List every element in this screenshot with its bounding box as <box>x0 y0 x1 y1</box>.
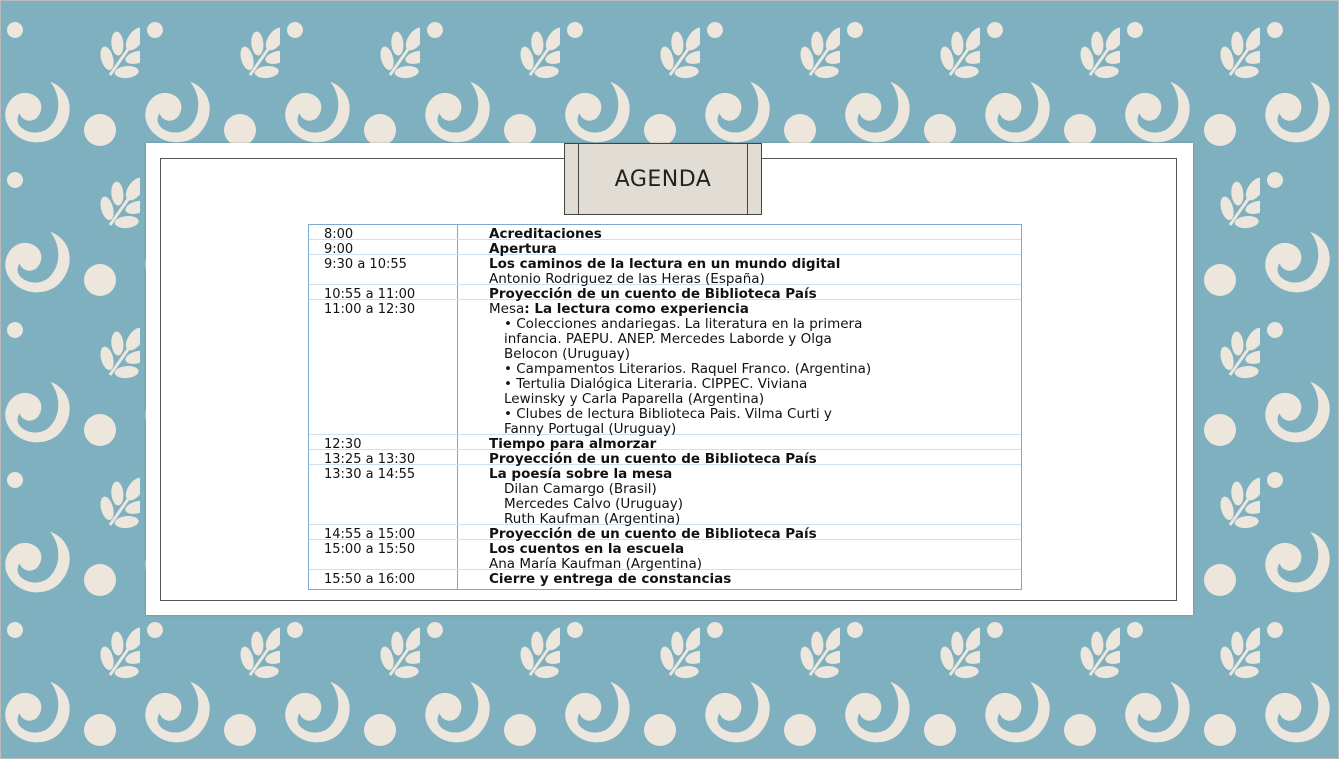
agenda-time: 15:00 a 15:50 <box>324 542 416 557</box>
agenda-item-detail: Ana María Kaufman (Argentina) <box>489 556 702 572</box>
agenda-item-title: Los caminos de la lectura en un mundo digital <box>489 256 841 272</box>
agenda-item-title: Los cuentos en la escuela <box>489 541 685 557</box>
agenda-bullet-line: Belocon (Uruguay) <box>504 346 631 362</box>
agenda-item-title: Proyección de un cuento de Biblioteca País <box>489 286 817 302</box>
agenda-table <box>308 224 1022 590</box>
agenda-item <box>489 302 1009 437</box>
agenda-time: 10:55 a 11:00 <box>324 287 416 302</box>
agenda-bullet-line: Fanny Portugal (Uruguay) <box>504 421 677 437</box>
agenda-item-title: La poesía sobre la mesa <box>489 466 673 482</box>
agenda-row <box>309 255 1021 285</box>
agenda-row <box>309 285 1021 300</box>
agenda-bullet-line: • Tertulia Dialógica Literaria. CIPPEC. Viviana <box>504 376 808 392</box>
agenda-bullet-line: • Colecciones andariegas. La literatura en la primera <box>504 316 863 332</box>
agenda-time: 9:30 a 10:55 <box>324 257 407 272</box>
agenda-time: 13:30 a 14:55 <box>324 467 416 482</box>
agenda-row <box>309 465 1021 525</box>
agenda-time: 9:00 <box>324 242 354 257</box>
agenda-row <box>309 300 1021 435</box>
agenda-time: 8:00 <box>324 227 354 242</box>
agenda-speaker: Mercedes Calvo (Uruguay) <box>504 496 684 512</box>
agenda-item-detail: Antonio Rodriguez de las Heras (España) <box>489 271 765 287</box>
agenda-row <box>309 540 1021 570</box>
agenda-item <box>489 257 1009 287</box>
title-box[interactable] <box>564 143 762 215</box>
agenda-item-title: Acreditaciones <box>489 226 602 242</box>
agenda-item-title: Mesa: La lectura como experiencia <box>489 301 749 317</box>
agenda-row <box>309 570 1021 585</box>
agenda-speaker: Dilan Camargo (Brasil) <box>504 481 657 497</box>
agenda-item-title: Tiempo para almorzar <box>489 436 657 452</box>
agenda-row <box>309 240 1021 255</box>
agenda-bullet-line: infancia. PAEPU. ANEP. Mercedes Laborde y Olga <box>504 331 832 347</box>
agenda-bullet-line: • Clubes de lectura Biblioteca Pais. Vilma Curti y <box>504 406 832 422</box>
agenda-row <box>309 525 1021 540</box>
agenda-bullet-line: • Campamentos Literarios. Raquel Franco. (Argentina) <box>504 361 872 377</box>
agenda-item-title: Proyección de un cuento de Biblioteca País <box>489 451 817 467</box>
agenda-item-prefix: Mesa <box>489 301 525 317</box>
agenda-speaker: Ruth Kaufman (Argentina) <box>504 511 681 527</box>
agenda-time: 11:00 a 12:30 <box>324 302 416 317</box>
agenda-item <box>489 542 1009 572</box>
agenda-item-title: Proyección de un cuento de Biblioteca País <box>489 526 817 542</box>
agenda-time: 15:50 a 16:00 <box>324 572 416 587</box>
agenda-item <box>489 572 1009 587</box>
agenda-item <box>489 467 1009 527</box>
slide-title: AGENDA <box>614 166 712 192</box>
agenda-row <box>309 435 1021 450</box>
agenda-item-title: Cierre y entrega de constancias <box>489 571 732 587</box>
agenda-row <box>309 450 1021 465</box>
agenda-row <box>309 225 1021 240</box>
agenda-bullet-line: Lewinsky y Carla Paparella (Argentina) <box>504 391 765 407</box>
agenda-time: 12:30 <box>324 437 362 452</box>
agenda-time: 13:25 a 13:30 <box>324 452 416 467</box>
agenda-time: 14:55 a 15:00 <box>324 527 416 542</box>
agenda-item-title: Apertura <box>489 241 557 257</box>
